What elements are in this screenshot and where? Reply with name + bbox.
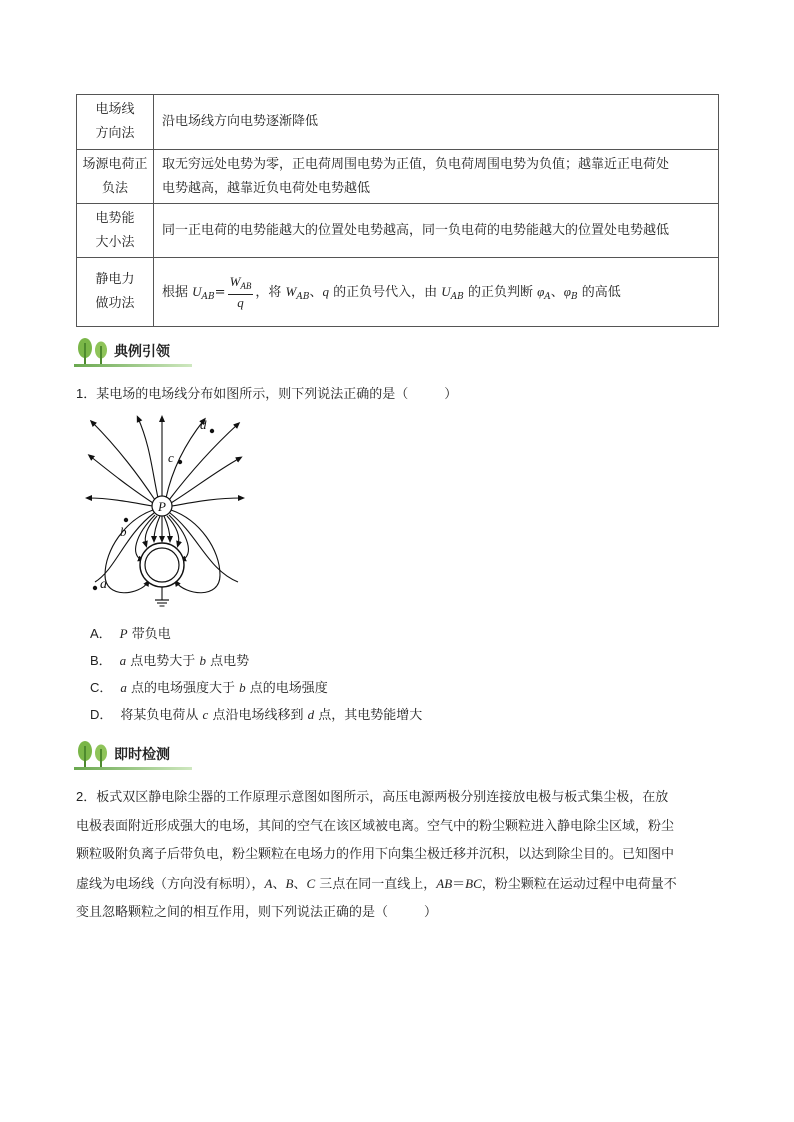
label-d: d (200, 417, 207, 432)
option-b[interactable]: B． a 点电势大于 b 点电势 (90, 653, 250, 669)
option-a[interactable]: A． P 带负电 (90, 626, 171, 642)
point-d (210, 429, 214, 433)
fraction-w-over-q: $\frac{W_{AB}}{q}$ (229, 273, 252, 310)
section-header-quick-check (74, 740, 214, 770)
point-c (178, 460, 182, 464)
section-title: 即时检测 (114, 747, 170, 763)
question-1-stem: 1．某电场的电场线分布如图所示，则下列说法正确的是（ ） (76, 386, 458, 402)
option-d[interactable]: D． 将某负电荷从 c 点沿电场线移到 d 点，其电势能增大 (90, 707, 423, 723)
potential-method-table (76, 94, 719, 327)
tree-leaf-icon (74, 337, 112, 365)
method-content: 沿电场线方向电势逐渐降低 (154, 95, 719, 150)
method-name: 场源电荷正 负法 (77, 150, 154, 204)
point-a (93, 586, 97, 590)
grounded-sphere-outer (140, 543, 184, 587)
tree-leaf-icon (74, 740, 112, 768)
section-header-examples (74, 337, 214, 367)
table-row (77, 204, 719, 258)
table-row (77, 258, 719, 327)
question-2-stem: 2．板式双区静电除尘器的工作原理示意图如图所示，高压电源两极分别连接放电极与板式集尘极，在放 电极表面附近形成强大的电场，其间的空气在该区域被电离。空气中的粉尘颗粒进入静电除尘区域，粉尘 颗粒吸附负离子后带负电，粉尘颗粒在电场力的作用下向集尘极迁移并沉积，以达到除尘目的。已知图中 虚线为电场线（方向没有标明），A、B、C 三点在同一直线上，AB＝BC，粉尘颗粒在运动过程中电荷量不 变且忽略颗粒之间的相互作用，则下列说法正确的是（ ） (76, 789, 677, 920)
label-b: b (120, 524, 127, 539)
section-underline (74, 767, 192, 770)
section-underline (74, 364, 192, 367)
method-content: 同一正电荷的电势能越大的位置处电势越高，同一负电荷的电势能越大的位置处电势越低 (154, 204, 719, 258)
method-content-formula: 根据 $U_{AB}=$ $\frac{W_{AB}}{q}$ ，将 $W_{AB}$、q 的正负号代入，由 $U_{AB}$ 的正负判断 $\varphi_A$、$\varphi_B$ 的高低 (154, 258, 719, 327)
option-c[interactable]: C． a 点的电场强度大于 b 点的电场强度 (90, 680, 328, 696)
point-b (124, 518, 128, 522)
field-line-diagram (80, 410, 250, 615)
method-name: 电势能 大小法 (77, 204, 154, 258)
method-name: 静电力 做功法 (77, 258, 154, 327)
label-a: a (100, 577, 107, 592)
table-row (77, 95, 719, 150)
method-name: 电场线 方向法 (77, 95, 154, 150)
table-row (77, 150, 719, 204)
label-p: P (158, 499, 166, 514)
method-content: 取无穷远处电势为零，正电荷周围电势为正值，负电荷周围电势为负值；越靠近正电荷处 电势越高，越靠近负电荷处电势越低 (154, 150, 719, 204)
section-title: 典例引领 (114, 344, 170, 360)
label-c: c (168, 450, 174, 465)
